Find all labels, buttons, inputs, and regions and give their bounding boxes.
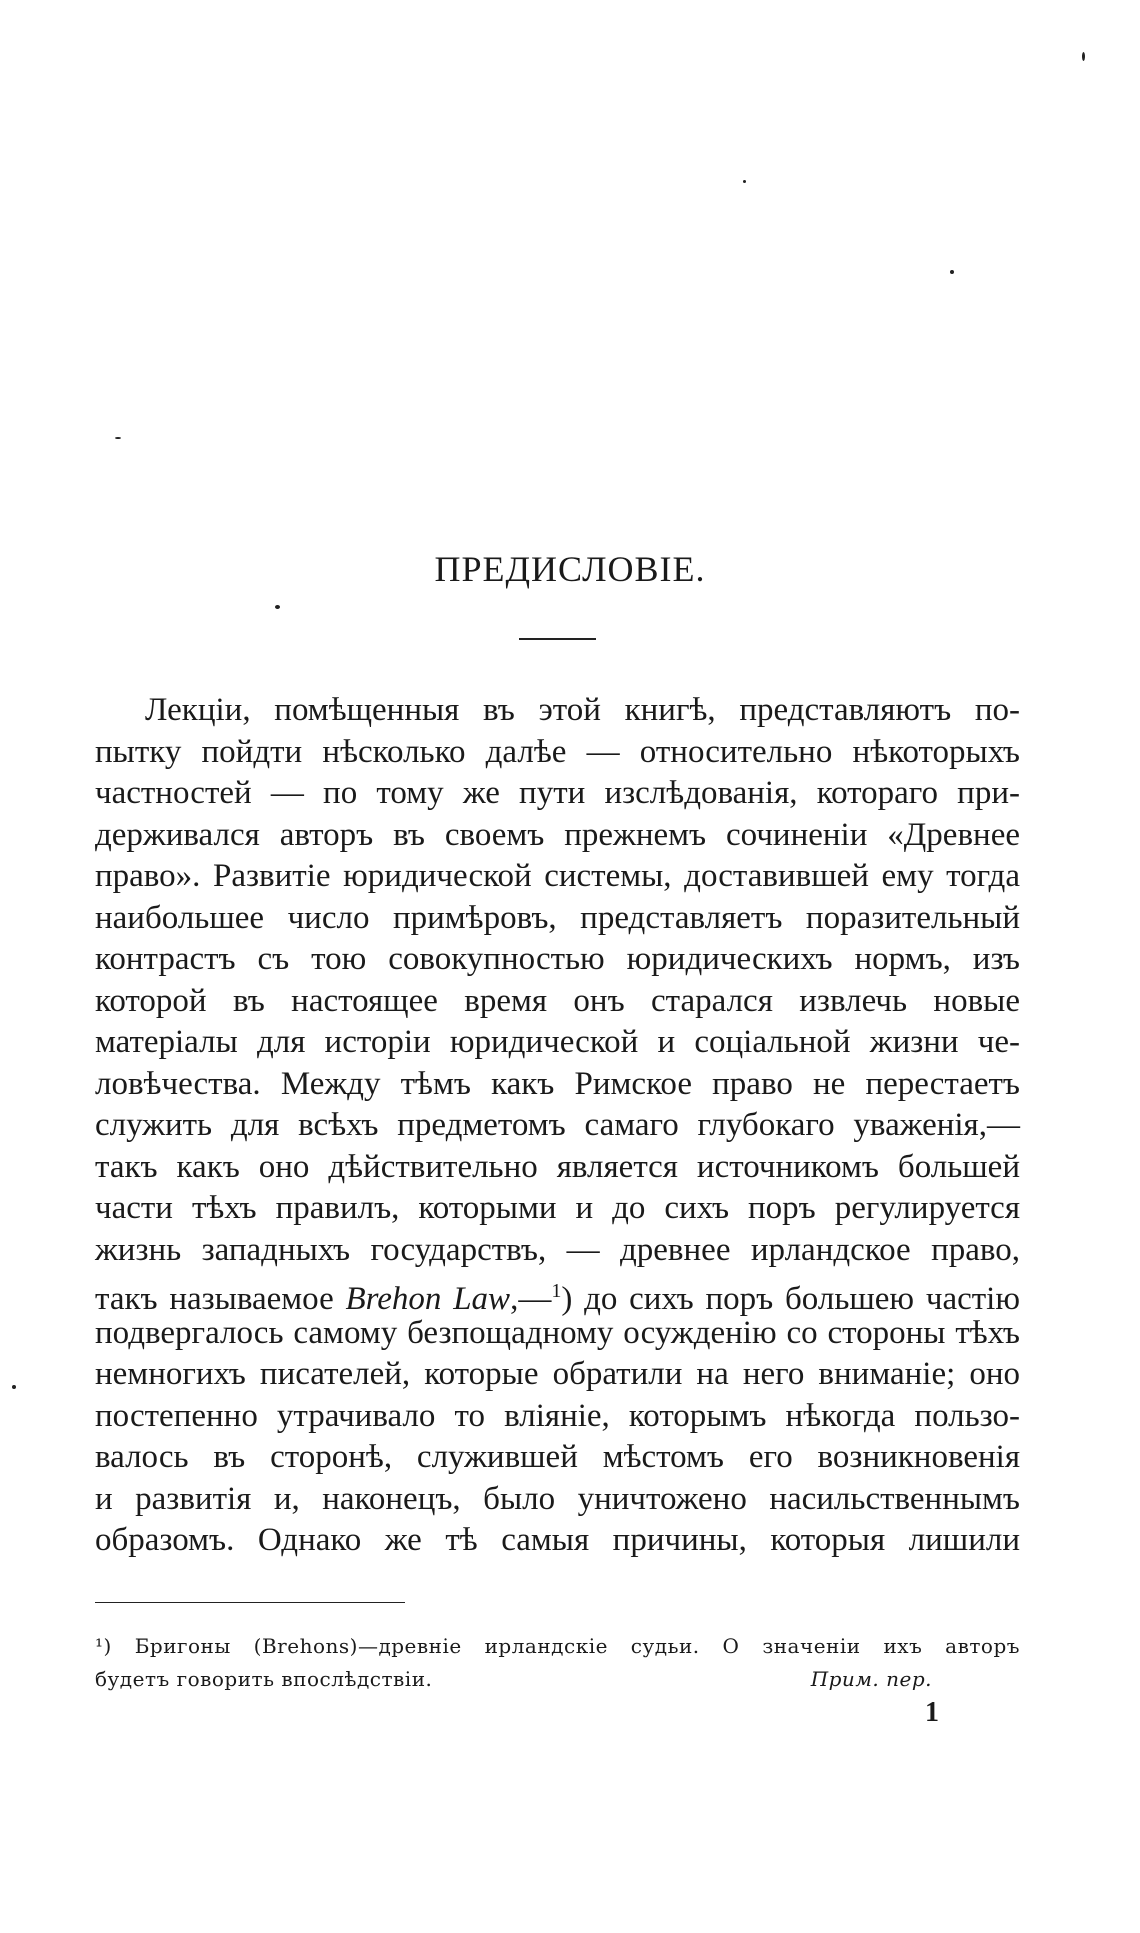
scan-speck (743, 180, 746, 183)
text-line: части тѣхъ правилъ, которыми и до сихъ поръ регулируется (95, 1190, 1020, 1226)
footnote (95, 1630, 1020, 1696)
footnote-ref: 1 (551, 1280, 562, 1302)
footnote-text-1: Бригоны (Brehons)—древніе ирландскіе судьи. О значеніи ихъ авторъ (134, 1634, 1020, 1658)
scan-speck (115, 437, 121, 439)
scan-speck (1082, 52, 1085, 61)
scan-speck (12, 1385, 16, 1389)
brehon-after: ) до сихъ поръ большею частію (561, 1281, 1020, 1317)
text-line: жизнь западныхъ государствъ, — древнее ирландское право, (95, 1231, 1020, 1268)
footnote-marker: ¹) (95, 1634, 112, 1658)
text-line: ловѣчества. Между тѣмъ какъ Римское право не перестаетъ (95, 1065, 1020, 1102)
text-line: подвергалось самому безпощадному осужденію со стороны тѣхъ (95, 1314, 1020, 1351)
page-title: ПРЕДИСЛОВІЕ. (434, 549, 706, 589)
text-line: пытку пойдти нѣсколько далѣе — относительно нѣкоторыхъ (95, 733, 1020, 770)
text-line: немногихъ писателей, которые обратили на него вниманіе; оно (95, 1356, 1020, 1392)
text-line: держивался авторъ въ своемъ прежнемъ сочиненіи «Древнее (95, 816, 1020, 853)
brehon-before: такъ называемое (95, 1281, 346, 1317)
footnote-line-1 (95, 1630, 1020, 1663)
text-line: частностей — по тому же пути изслѣдованія, котораго при- (95, 775, 1020, 811)
scan-speck (275, 605, 280, 609)
page-number: 1 (925, 1697, 939, 1728)
text-line: право». Развитіе юридической системы, доставившей ему тогда (95, 858, 1020, 894)
footnote-divider (95, 1602, 405, 1603)
text-line: служить для всѣхъ предметомъ самаго глубокаго уваженія,— (95, 1107, 1020, 1143)
text-line: и развитія и, наконецъ, было уничтожено насильственнымъ (95, 1480, 1020, 1517)
text-line: контрастъ съ тою совокупностью юридическихъ нормъ, изъ (95, 941, 1020, 977)
translator-note: Прим. пер. (810, 1667, 932, 1691)
footnote-line-2 (95, 1663, 1020, 1696)
text-line: такъ какъ оно дѣйствительно является источникомъ большей (95, 1148, 1020, 1185)
text-line: постепенно утрачивало то вліяніе, которымъ нѣкогда пользо- (95, 1397, 1020, 1434)
text-line: валось въ сторонѣ, служившей мѣстомъ его возникновенія (95, 1439, 1020, 1475)
brehon-law-term: Brehon Law (345, 1281, 511, 1317)
brehon-dash: ,— (510, 1281, 552, 1317)
text-line: матеріалы для исторіи юридической и соціальной жизни че- (95, 1024, 1020, 1060)
text-line: которой въ настоящее время онъ старался извлечь новые (95, 982, 1020, 1019)
preface-paragraph (95, 690, 1020, 1562)
text-line: Лекціи, помѣщенныя въ этой книгѣ, представляютъ по- (145, 692, 1020, 728)
text-line: наибольшее число примѣровъ, представляетъ поразительный (95, 899, 1020, 936)
footnote-text-2: будетъ говорить впослѣдствіи. (95, 1667, 433, 1691)
text-line: образомъ. Однако же тѣ самыя причины, которыя лишили (95, 1522, 1020, 1558)
scan-speck (950, 270, 954, 274)
title-divider (519, 638, 596, 640)
text-line (95, 1271, 1020, 1317)
